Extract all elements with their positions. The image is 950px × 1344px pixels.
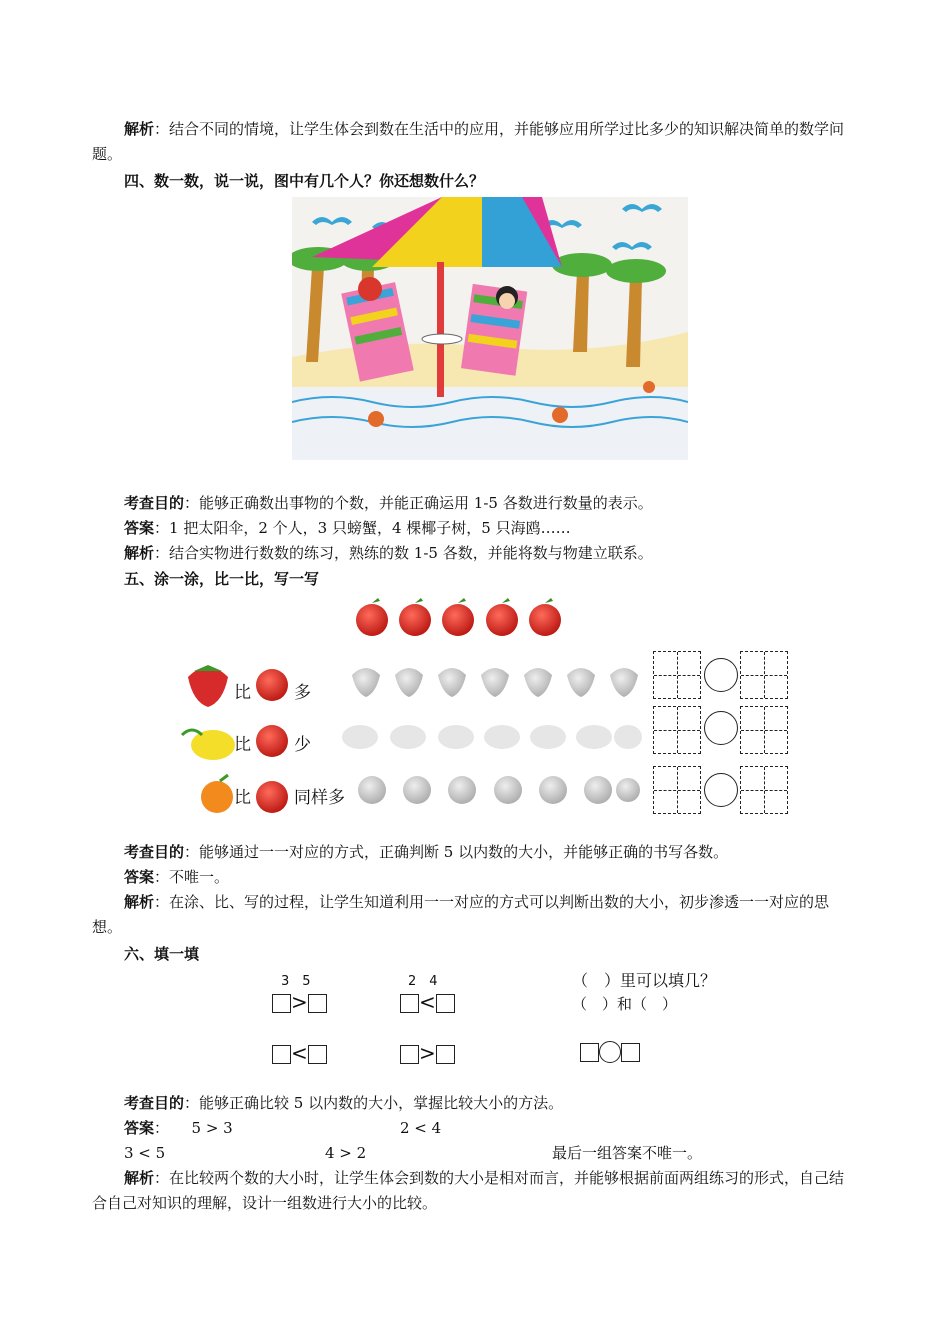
s6-ans4: 4 > 2: [325, 1144, 367, 1162]
compare-circle[interactable]: [599, 1041, 621, 1063]
answer-box[interactable]: [436, 994, 455, 1013]
compare-circle[interactable]: [704, 773, 738, 807]
analysis-label: 解析: [124, 120, 155, 138]
compare-open: [580, 1041, 640, 1063]
s6-purpose: 考查目的：能够正确比较 5 以内数的大小，掌握比较大小的方法。: [124, 1094, 564, 1112]
s4-analysis: 解析：结合实物进行数数的练习，熟练的数 1-5 各数，并能将数与物建立联系。: [124, 544, 653, 562]
answer-box[interactable]: [308, 994, 327, 1013]
row2-word: 少: [294, 735, 311, 755]
compare-lt-2: <: [272, 1041, 327, 1065]
fill-question: （ ）里可以填几？: [572, 971, 717, 990]
answer-box[interactable]: [272, 994, 291, 1013]
fill-and: （ ）和（ ）: [572, 995, 678, 1013]
s4-purpose: 考查目的：能够正确数出事物的个数，并能正确运用 1-5 各数进行数量的表示。: [124, 494, 653, 512]
s3-analysis: 解析：结合不同的情境，让学生体会到数在生活中的应用，并能够应用所学过比多少的知识解决简单的数学问题。: [92, 120, 845, 163]
pair1-hint: 3 5: [281, 974, 311, 989]
answer-box[interactable]: [436, 1045, 455, 1064]
beach-drawing: [292, 197, 688, 460]
compare-circle[interactable]: [704, 658, 738, 692]
s6-ans3: 3 < 5: [124, 1144, 166, 1162]
answer-box[interactable]: [400, 994, 419, 1013]
s6-ans2: 2 < 4: [400, 1119, 442, 1137]
writing-grid[interactable]: [653, 651, 701, 699]
apple-icon: [256, 669, 288, 701]
writing-grid[interactable]: [740, 706, 788, 754]
apple-icon: [256, 781, 288, 813]
compare-gt-1: >: [272, 990, 327, 1014]
apple-icon: [256, 725, 288, 757]
s6-answer-line1: 答案： 5 > 3: [124, 1119, 233, 1137]
answer-box[interactable]: [400, 1045, 419, 1064]
pair2-hint: 2 4: [408, 974, 438, 989]
compare-circle[interactable]: [704, 711, 738, 745]
answer-box[interactable]: [272, 1045, 291, 1064]
writing-grid[interactable]: [653, 766, 701, 814]
row1-bi: 比: [234, 683, 251, 703]
strawberry-icon: [188, 665, 228, 707]
strawberry-gray-icon: [352, 668, 638, 697]
compare-lt-1: <: [400, 990, 455, 1014]
s5-purpose: 考查目的：能够通过一一对应的方式，正确判断 5 以内数的大小，并能够正确的书写各数。: [124, 843, 729, 861]
row1-word: 多: [294, 683, 311, 703]
lemon-icon: [191, 730, 235, 760]
s6-heading: 六、填一填: [124, 945, 200, 963]
apple-icon: [356, 604, 561, 636]
writing-grid[interactable]: [740, 651, 788, 699]
s4-answer: 答案：1 把太阳伞，2 个人，3 只螃蟹，4 棵椰子树，5 只海鸥……: [124, 519, 571, 537]
compare-gt-2: >: [400, 1041, 455, 1065]
s5-heading: 五、涂一涂，比一比，写一写: [124, 570, 320, 588]
answer-box[interactable]: [621, 1043, 640, 1062]
s6-ans5: 最后一组答案不唯一。: [552, 1144, 703, 1162]
orange-icon: [201, 781, 233, 813]
s5-answer: 答案：不唯一。: [124, 868, 230, 886]
writing-grid[interactable]: [740, 766, 788, 814]
row3-word: 同样多: [294, 788, 345, 808]
row2-bi: 比: [234, 735, 251, 755]
apple-gray-icon: [358, 776, 640, 804]
s6-analysis: 解析：在比较两个数的大小时，让学生体会到数的大小是相对而言，并能够根据前面两组练习的形式，自己结合自己对知识的理解，设计一组数进行大小的比较。: [92, 1169, 845, 1212]
row3-bi: 比: [234, 788, 251, 808]
s4-heading: 四、数一数，说一说，图中有几个人？你还想数什么？: [124, 172, 485, 190]
s5-analysis: 解析：在涂、比、写的过程，让学生知道利用一一对应的方式可以判断出数的大小，初步渗透一一对应的思想。: [92, 893, 830, 936]
lemon-gray-icon: [342, 725, 642, 749]
writing-grid[interactable]: [653, 706, 701, 754]
answer-box[interactable]: [580, 1043, 599, 1062]
answer-box[interactable]: [308, 1045, 327, 1064]
